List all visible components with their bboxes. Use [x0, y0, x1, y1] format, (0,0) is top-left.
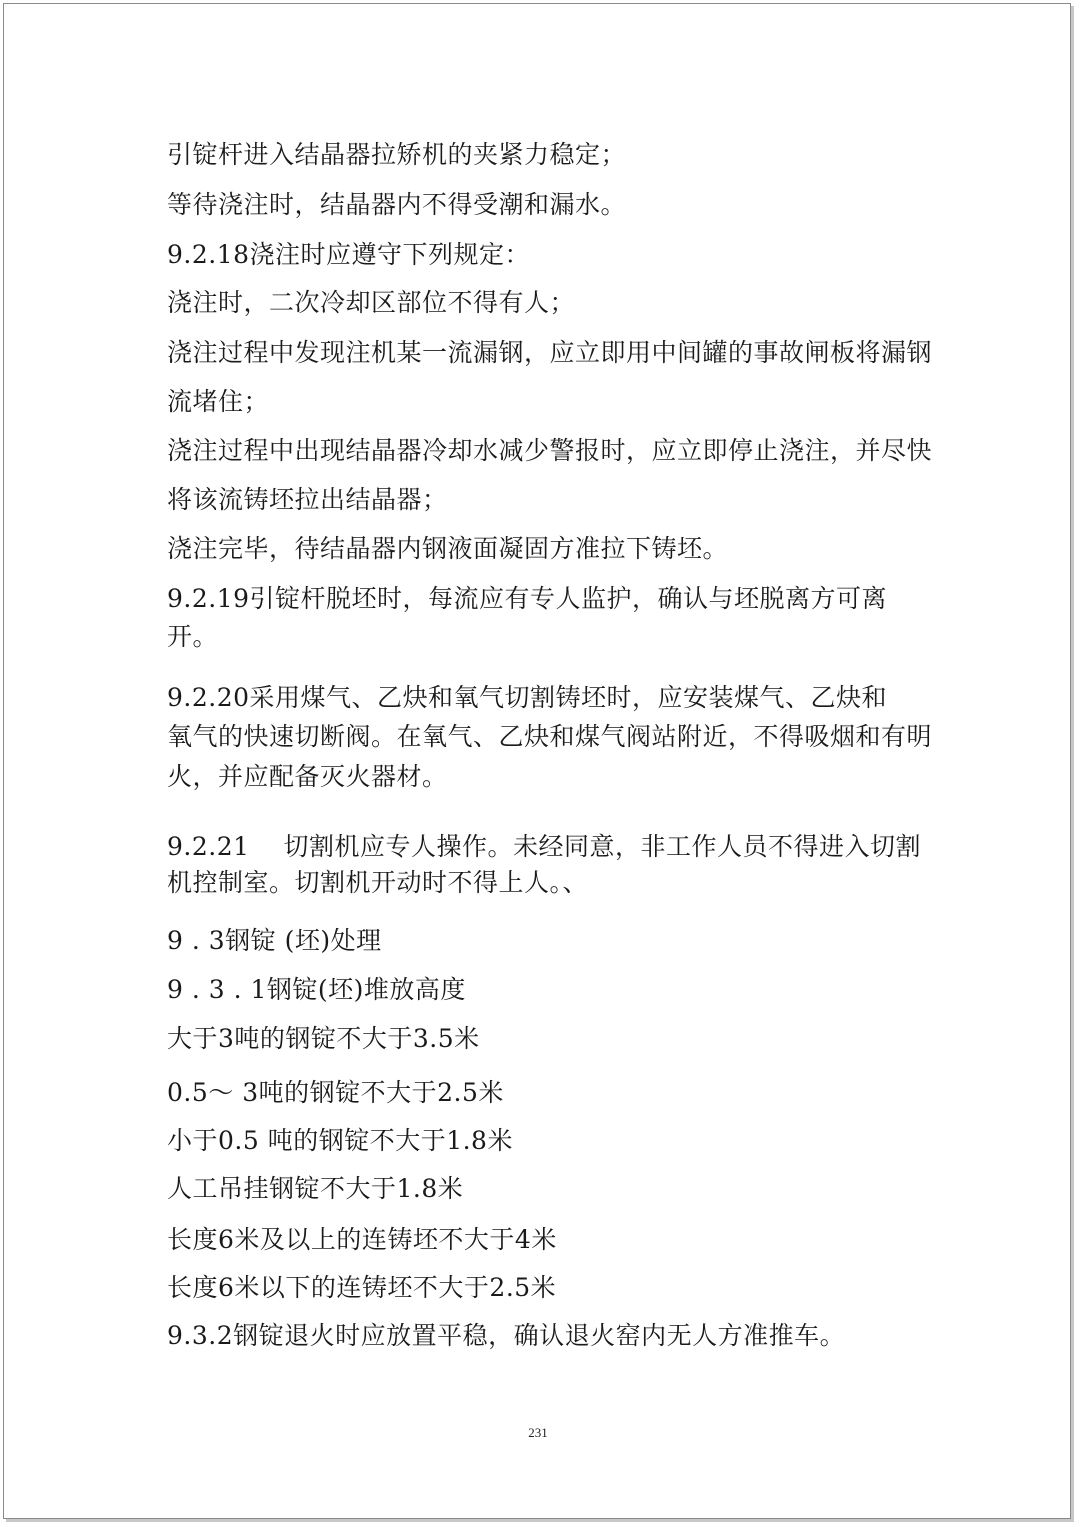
text-line: 机控制室。切割机开动时不得上人。、 [167, 868, 589, 897]
list-item: 长度6米及以上的连铸坯不大于4米 [167, 1225, 557, 1254]
text-line: 开。 [167, 622, 219, 651]
section-heading: 9.2.19引锭杆脱坯时，每流应有专人监护，确认与坯脱离方可离 [167, 584, 888, 613]
list-item: 长度6米以下的连铸坯不大于2.5米 [167, 1273, 557, 1302]
section-heading: 9.2.21 切割机应专人操作。未经同意，非工作人员不得进入切割 [167, 832, 921, 861]
list-item: 0.5～ 3吨的钢锭不大于2.5米 [167, 1078, 504, 1107]
text-line: 将该流铸坯拉出结晶器； [167, 485, 448, 514]
list-item: 大于3吨的钢锭不大于3.5米 [167, 1024, 480, 1053]
text-line: 浇注过程中出现结晶器冷却水减少警报时，应立即停止浇注，并尽快 [167, 436, 933, 465]
section-heading: 9.2.20采用煤气、乙炔和氧气切割铸坯时，应安装煤气、乙炔和 [167, 683, 888, 712]
text-line: 火，并应配备灭火器材。 [167, 762, 448, 791]
text-line: 流堵住； [167, 387, 270, 416]
section-heading: 9.3.2钢锭退火时应放置平稳，确认退火窑内无人方准推车。 [167, 1321, 846, 1350]
document-page [3, 3, 1071, 1519]
text-line: 氧气的快速切断阀。在氧气、乙炔和煤气阀站附近，不得吸烟和有明 [167, 722, 933, 751]
list-item: 小于0.5 吨的钢锭不大于1.8米 [167, 1126, 513, 1155]
section-heading: 9.2.18浇注时应遵守下列规定： [167, 240, 531, 269]
section-heading: 9 . 3 . 1钢锭(坯)堆放高度 [167, 975, 466, 1004]
text-line: 引锭杆进入结晶器拉矫机的夹紧力稳定； [167, 140, 627, 169]
text-line: 浇注完毕，待结晶器内钢液面凝固方准拉下铸坯。 [167, 534, 729, 563]
list-item: 人工吊挂钢锭不大于1.8米 [167, 1174, 464, 1203]
page-number: 231 [528, 1425, 548, 1440]
text-line: 浇注时，二次冷却区部位不得有人； [167, 288, 576, 317]
text-line: 等待浇注时，结晶器内不得受潮和漏水。 [167, 190, 627, 219]
section-heading: 9 . 3钢锭 (坯)处理 [167, 926, 382, 955]
text-line: 浇注过程中发现注机某一流漏钢，应立即用中间罐的事故闸板将漏钢 [167, 338, 933, 367]
